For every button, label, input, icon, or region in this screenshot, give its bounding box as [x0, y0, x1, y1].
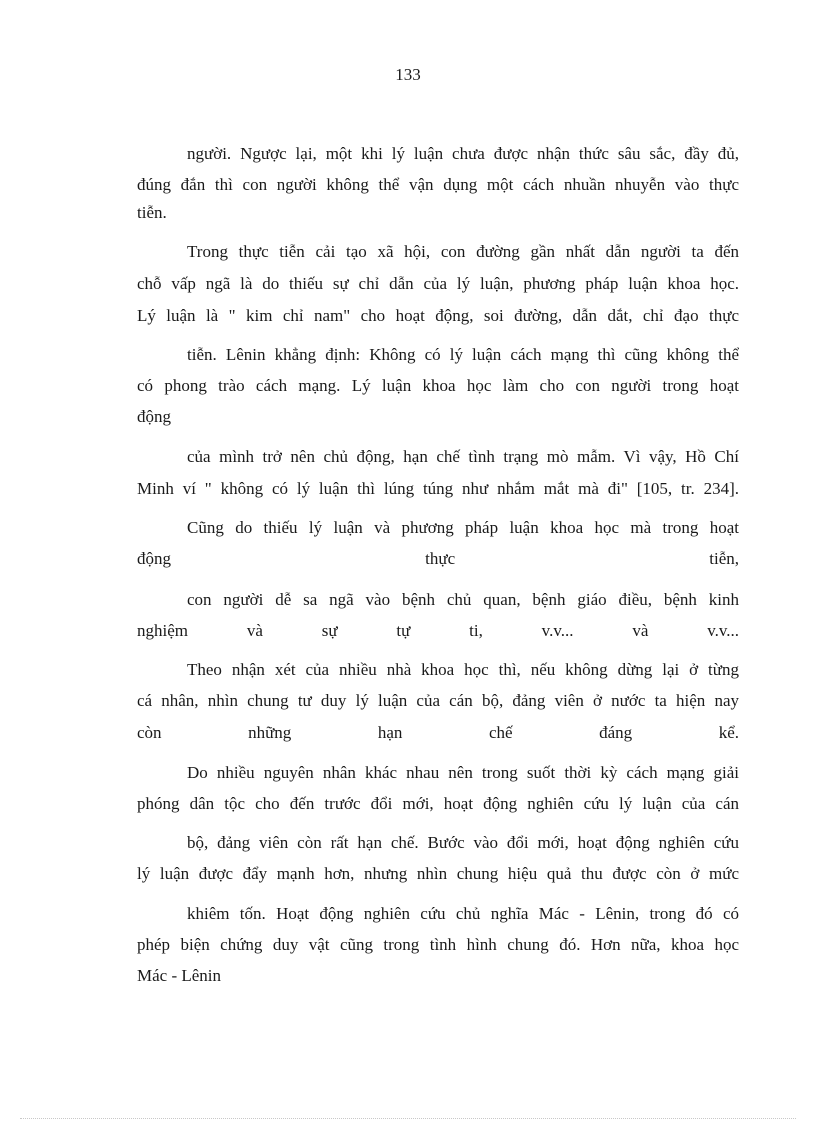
text-line: Do nhiều nguyên nhân khác nhau nên trong suốt thời kỳ cách mạng giải: [187, 763, 739, 782]
text-line: bộ, đảng viên còn rất hạn chế. Bước vào đổi mới, hoạt động nghiên cứu: [187, 833, 739, 852]
text-line: của mình trở nên chủ động, hạn chế tình trạng mò mẫm. Vì vậy, Hồ Chí: [187, 447, 739, 466]
text-line: Trong thực tiễn cải tạo xã hội, con đường gần nhất dẫn người ta đến: [187, 242, 739, 261]
text-line: Cũng do thiếu lý luận và phương pháp luận khoa học mà trong hoạt: [187, 518, 739, 537]
text-line: chỗ vấp ngã là do thiếu sự chỉ dẫn của lý luận, phương pháp luận khoa học.: [137, 274, 739, 293]
text-line: phép biện chứng duy vật cũng trong tình hình chung đó. Hơn nữa, khoa học: [137, 935, 739, 954]
text-line: tiễn.: [137, 203, 167, 222]
text-line: lý luận được đẩy mạnh hơn, nhưng nhìn chung hiệu quả thu được còn ở mức: [137, 864, 739, 883]
text-line: động thực tiễn,: [137, 549, 739, 568]
text-line: động: [137, 407, 171, 426]
text-line: đúng đắn thì con người không thể vận dụng một cách nhuần nhuyễn vào thực: [137, 175, 739, 194]
text-line: có phong trào cách mạng. Lý luận khoa học làm cho con người trong hoạt: [137, 376, 739, 395]
text-line: Mác - Lênin: [137, 966, 222, 985]
text-line: Lý luận là " kim chỉ nam" cho hoạt động, soi đường, dẫn dắt, chỉ đạo thực: [137, 306, 739, 325]
text-line: nghiệm và sự tự ti, v.v... và v.v...: [137, 621, 739, 640]
text-line: khiêm tốn. Hoạt động nghiên cứu chủ nghĩa Mác - Lênin, trong đó có: [187, 904, 739, 923]
text-line: phóng dân tộc cho đến trước đổi mới, hoạt động nghiên cứu lý luận của cán: [137, 794, 739, 813]
page-bottom-border: [20, 1118, 796, 1119]
text-line: Theo nhận xét của nhiều nhà khoa học thì, nếu không dừng lại ở từng: [187, 660, 739, 679]
text-line: người. Ngược lại, một khi lý luận chưa được nhận thức sâu sắc, đầy đủ,: [187, 144, 739, 163]
text-line: còn những hạn chế đáng kể.: [137, 723, 739, 742]
text-line: cá nhân, nhìn chung tư duy lý luận của cán bộ, đảng viên ở nước ta hiện nay: [137, 691, 739, 710]
text-line: Minh ví " không có lý luận thì lúng túng như nhắm mắt mà đi" [105, tr. 234].: [137, 479, 739, 498]
text-line: tiễn. Lênin khẳng định: Không có lý luận cách mạng thì cũng không thể: [187, 345, 739, 364]
text-line: con người dễ sa ngã vào bệnh chủ quan, bệnh giáo điều, bệnh kinh: [187, 590, 739, 609]
page-number: 133: [395, 65, 421, 84]
